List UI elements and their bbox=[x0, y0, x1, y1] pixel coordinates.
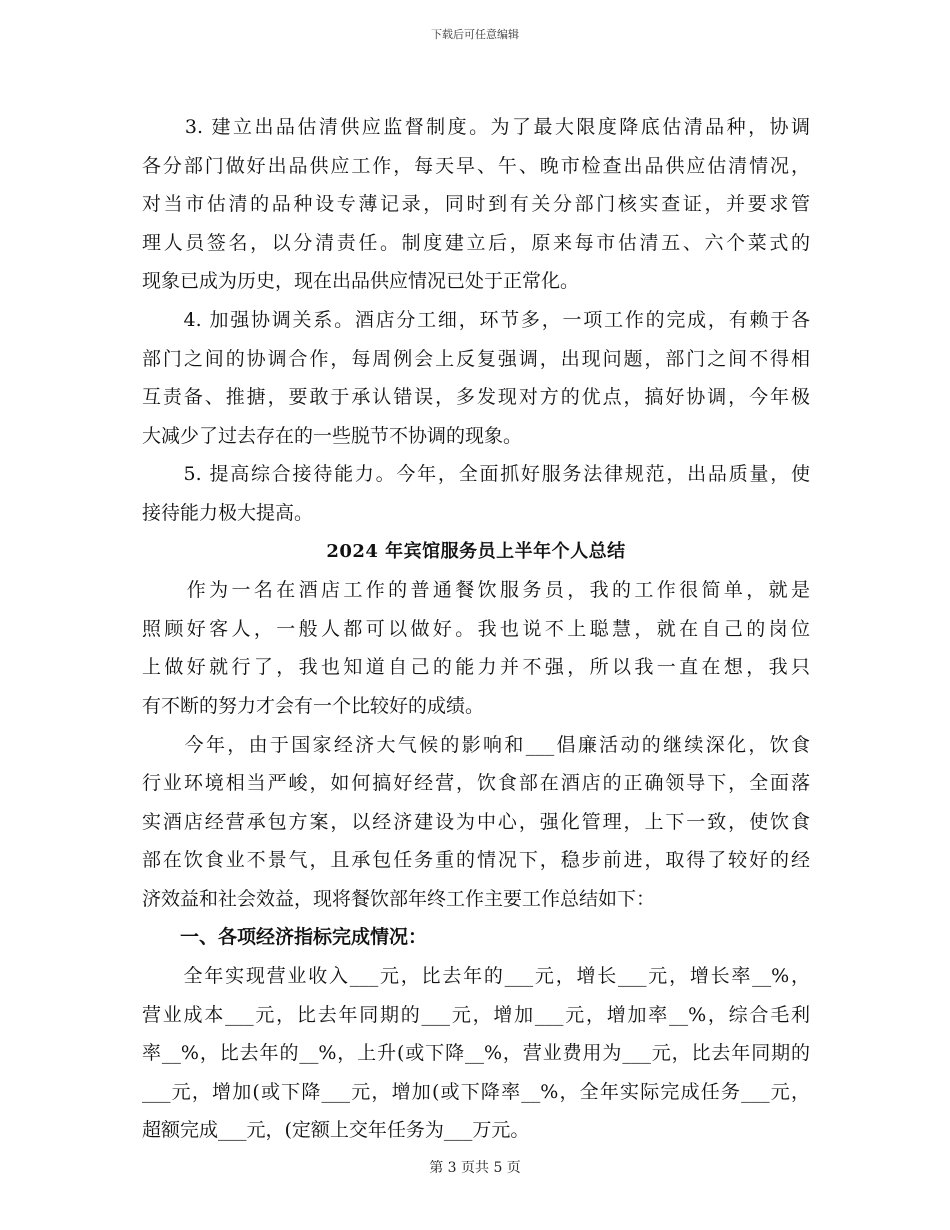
subheading-economic-indicators: 一、各项经济指标完成情况： bbox=[142, 926, 428, 949]
text-line: 超额完成___元，(定额上交年任务为___万元。 bbox=[142, 1119, 530, 1142]
text-line: 今年，由于国家经济大气候的影响和___倡廉活动的继续深化，饮食 bbox=[142, 733, 810, 756]
text-line: 部门之间的协调合作，每周例会上反复强调，出现问题，部门之间不得相 bbox=[142, 347, 810, 370]
text-line: 3. 建立出品估清供应监督制度。为了最大限度降底估清品种，协调 bbox=[142, 116, 810, 138]
paragraph-intro bbox=[142, 571, 810, 725]
text-line: 全年实现营业收入___元，比去年的___元，增长___元，增长率__%， bbox=[142, 965, 810, 988]
text-line: ___元，增加(或下降___元，增加(或下降率__%，全年实际完成任务___元， bbox=[142, 1080, 810, 1103]
text-line: 作为一名在酒店工作的普通餐饮服务员，我的工作很简单，就是 bbox=[142, 579, 810, 602]
section-title: 2024 年宾馆服务员上半年个人总结 bbox=[326, 540, 626, 562]
text-line: 现象已成为历史，现在出品供应情况已处于正常化。 bbox=[142, 270, 580, 293]
text-line: 济效益和社会效益，现将餐饮部年终工作主要工作总结如下： bbox=[142, 887, 656, 910]
text-line: 大减少了过去存在的一些脱节不协调的现象。 bbox=[142, 424, 523, 447]
paragraph-overview bbox=[142, 726, 810, 919]
page-header: 下载后可任意编辑 bbox=[431, 28, 519, 41]
paragraph-item-5 bbox=[142, 455, 810, 532]
paragraph-item-3 bbox=[142, 108, 810, 301]
text-line: 行业环境相当严峻，如何搞好经营，饮食部在酒店的正确领导下，全面落 bbox=[142, 772, 810, 795]
text-line: 率__%，比去年的__%，上升(或下降__%，营业费用为___元，比去年同期的 bbox=[142, 1042, 810, 1065]
page-number: 第 3 页共 5 页 bbox=[429, 1160, 521, 1176]
text-line: 接待能力极大提高。 bbox=[142, 501, 314, 524]
text-line: 4. 加强协调关系。酒店分工细，环节多，一项工作的完成，有赖于各 bbox=[142, 308, 810, 331]
text-line: 有不断的努力才会有一个比较好的成绩。 bbox=[142, 694, 485, 717]
paragraph-indicators bbox=[142, 957, 810, 1150]
text-line: 部在饮食业不景气，且承包任务重的情况下，稳步前进，取得了较好的经 bbox=[142, 849, 810, 872]
text-line: 各分部门做好出品供应工作，每天早、午、晚市检查出品供应估清情况， bbox=[142, 154, 810, 177]
text-line: 互责备、推搪，要敢于承认错误，多发现对方的优点，搞好协调，今年极 bbox=[142, 386, 810, 409]
text-line: 营业成本___元，比去年同期的___元，增加___元，增加率__%，综合毛利 bbox=[142, 1003, 810, 1026]
text-line: 实酒店经营承包方案，以经济建设为中心，强化管理，上下一致，使饮食 bbox=[142, 810, 810, 833]
text-line: 对当市估清的品种设专薄记录，同时到有关分部门核实查证，并要求管 bbox=[142, 193, 810, 216]
document-body bbox=[142, 108, 810, 1150]
text-line: 5. 提高综合接待能力。今年，全面抓好服务法律规范，出品质量，使 bbox=[142, 463, 810, 486]
text-line: 照顾好客人，一般人都可以做好。我也说不上聪慧，就在自己的岗位 bbox=[142, 617, 810, 640]
text-line: 上做好就行了，我也知道自己的能力并不强，所以我一直在想，我只 bbox=[142, 656, 810, 679]
text-line: 理人员签名，以分清责任。制度建立后，原来每市估清五、六个菜式的 bbox=[142, 231, 810, 254]
paragraph-item-4 bbox=[142, 301, 810, 455]
